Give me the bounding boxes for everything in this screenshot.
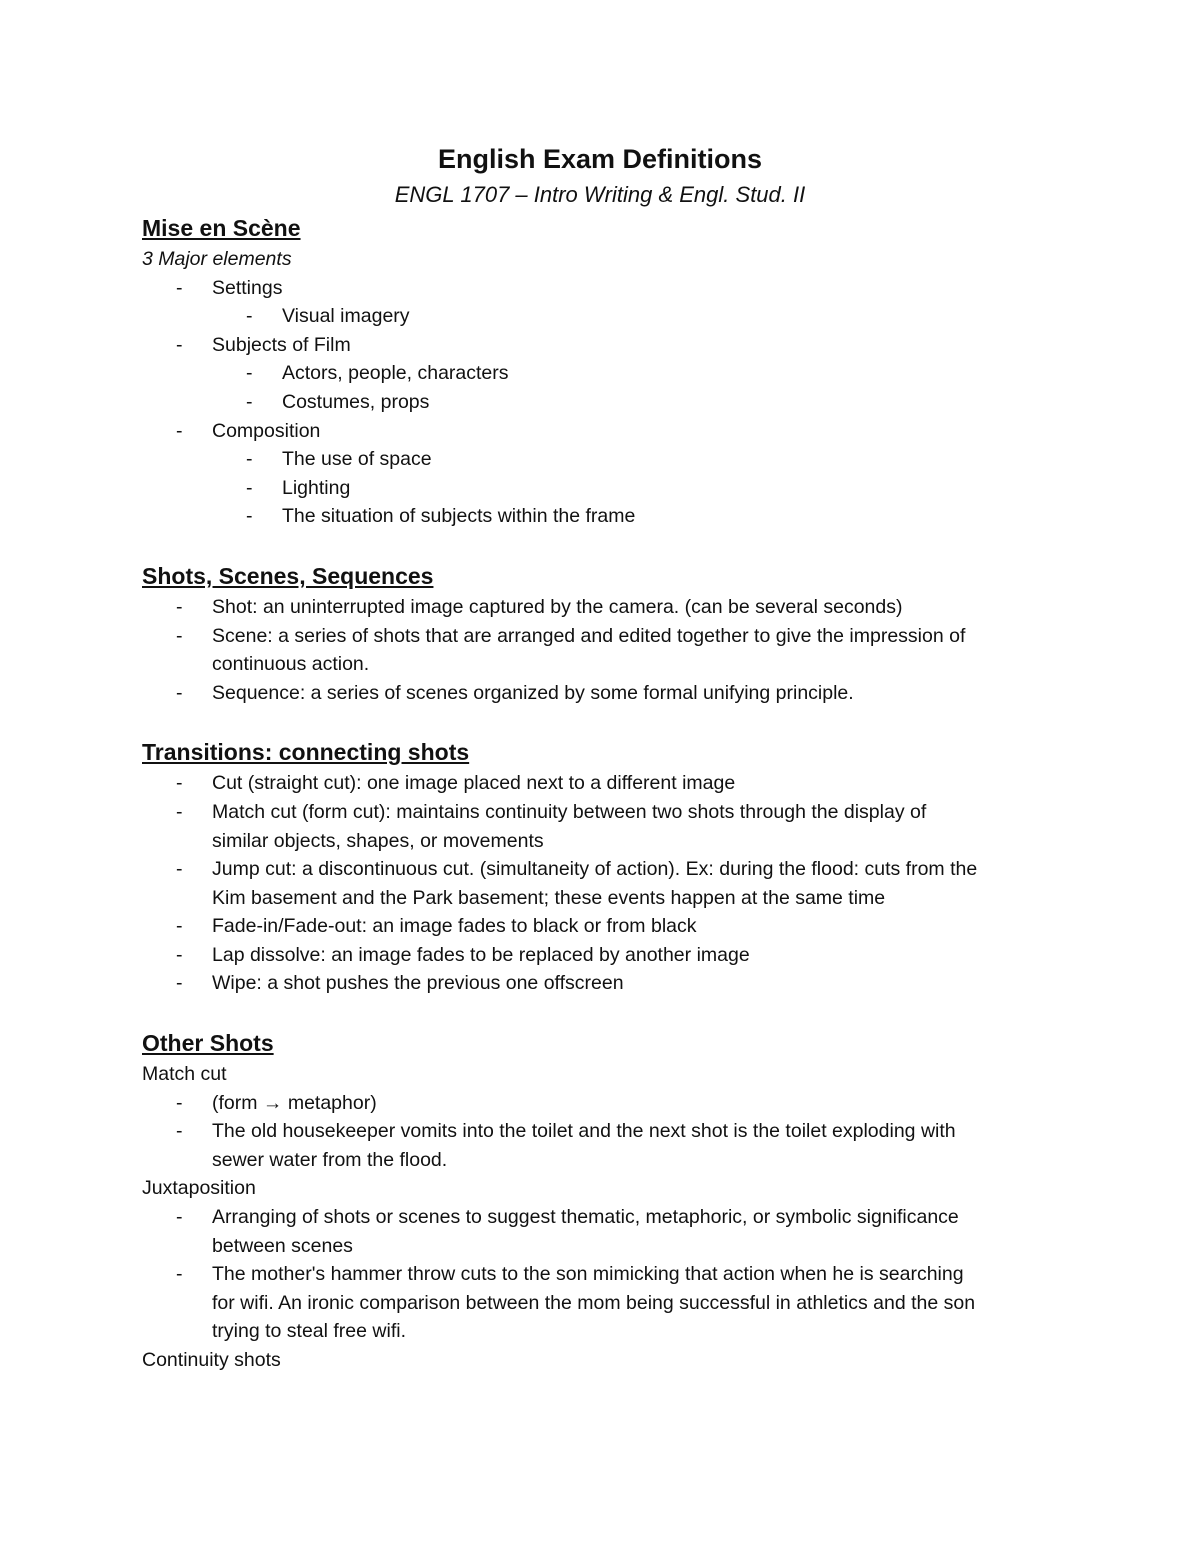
bullet-dash: - (246, 448, 253, 471)
list-item-nested: - Visual imagery (142, 302, 1072, 331)
section-heading-other-shots: Other Shots (142, 1030, 274, 1057)
bullet-dash: - (176, 1091, 183, 1114)
section-heading-mise-en-scene: Mise en Scène (142, 215, 301, 241)
list-item: - Wipe: a shot pushes the previous one offscreen (142, 969, 1072, 998)
bullet-dash: - (246, 505, 253, 528)
section-heading-transitions: Transitions: connecting shots (142, 739, 470, 766)
list-item: - Shot: an uninterrupted image captured by the camera. (can be several seconds) (142, 593, 1072, 622)
subsection-label: Match cut (142, 1063, 227, 1086)
bullet-dash: - (246, 390, 253, 413)
list-item: - Jump cut: a discontinuous cut. (simultaneity of action). Ex: during the flood: cuts from the (142, 855, 1072, 884)
list-item: - Scene: a series of shots that are arranged and edited together to give the impression of (142, 622, 1072, 651)
bullet-dash: - (176, 624, 183, 647)
section-heading-shots-scenes-sequences: Shots, Scenes, Sequences (142, 562, 434, 589)
bullet-dash: - (176, 972, 183, 995)
bullet-dash: - (176, 1206, 183, 1229)
list-item-continuation: between scenes (212, 1234, 353, 1257)
section-intro: 3 Major elements (142, 248, 292, 270)
bullet-dash: - (246, 476, 253, 499)
bullet-dash: - (176, 419, 183, 442)
document-body (142, 211, 1072, 1375)
list-item-nested: - Actors, people, characters (142, 359, 1072, 388)
list-item-nested: - The use of space (142, 445, 1072, 474)
bullet-dash: - (176, 858, 183, 881)
list-item-continuation: for wifi. An ironic comparison between the mom being successful in athletics and the son (212, 1291, 976, 1314)
bullet-dash: - (246, 362, 253, 385)
list-item: - Settings (142, 274, 1072, 303)
list-item: - Subjects of Film (142, 331, 1072, 360)
list-item: - Fade-in/Fade-out: an image fades to black or from black (142, 912, 1072, 941)
list-item-nested: - Lighting (142, 474, 1072, 503)
bullet-dash: - (176, 1263, 183, 1286)
bullet-dash: - (176, 681, 183, 704)
list-item: - The mother's hammer throw cuts to the son mimicking that action when he is searching (142, 1260, 1072, 1289)
subsection-label: Continuity shots (142, 1349, 281, 1371)
list-item-continuation: trying to steal free wifi. (212, 1320, 406, 1343)
list-item: - Sequence: a series of scenes organized by some formal unifying principle. (142, 679, 1072, 708)
list-item: - Match cut (form cut): maintains continuity between two shots through the display of (142, 798, 1072, 827)
list-item-continuation: similar objects, shapes, or movements (212, 829, 544, 852)
list-item-nested: - Costumes, props (142, 388, 1072, 417)
list-item: - Composition (142, 417, 1072, 446)
bullet-dash: - (176, 915, 183, 938)
bullet-dash: - (246, 305, 253, 328)
list-item-nested: - The situation of subjects within the frame (142, 502, 1072, 531)
document-subtitle: ENGL 1707 – Intro Writing & Engl. Stud. II (394, 182, 806, 207)
list-item-continuation: sewer water from the flood. (212, 1148, 448, 1171)
bullet-dash: - (176, 333, 183, 356)
list-item-continuation: Kim basement and the Park basement; these events happen at the same time (212, 886, 886, 909)
list-item: - Arranging of shots or scenes to suggest thematic, metaphoric, or symbolic significance (142, 1203, 1072, 1232)
bullet-dash: - (176, 943, 183, 966)
bullet-dash: - (176, 276, 183, 299)
list-item: - The old housekeeper vomits into the toilet and the next shot is the toilet exploding with (142, 1117, 1072, 1146)
bullet-dash: - (176, 800, 183, 823)
document-title: English Exam Definitions (437, 144, 763, 174)
bullet-dash: - (176, 1120, 183, 1143)
subsection-label: Juxtaposition (142, 1177, 256, 1200)
list-item: - Lap dissolve: an image fades to be replaced by another image (142, 941, 1072, 970)
bullet-dash: - (176, 772, 183, 795)
bullet-dash: - (176, 595, 183, 618)
list-item-continuation: continuous action. (212, 653, 370, 676)
list-item: - (form → metaphor) (142, 1089, 1072, 1118)
list-item: - Cut (straight cut): one image placed next to a different image (142, 769, 1072, 798)
